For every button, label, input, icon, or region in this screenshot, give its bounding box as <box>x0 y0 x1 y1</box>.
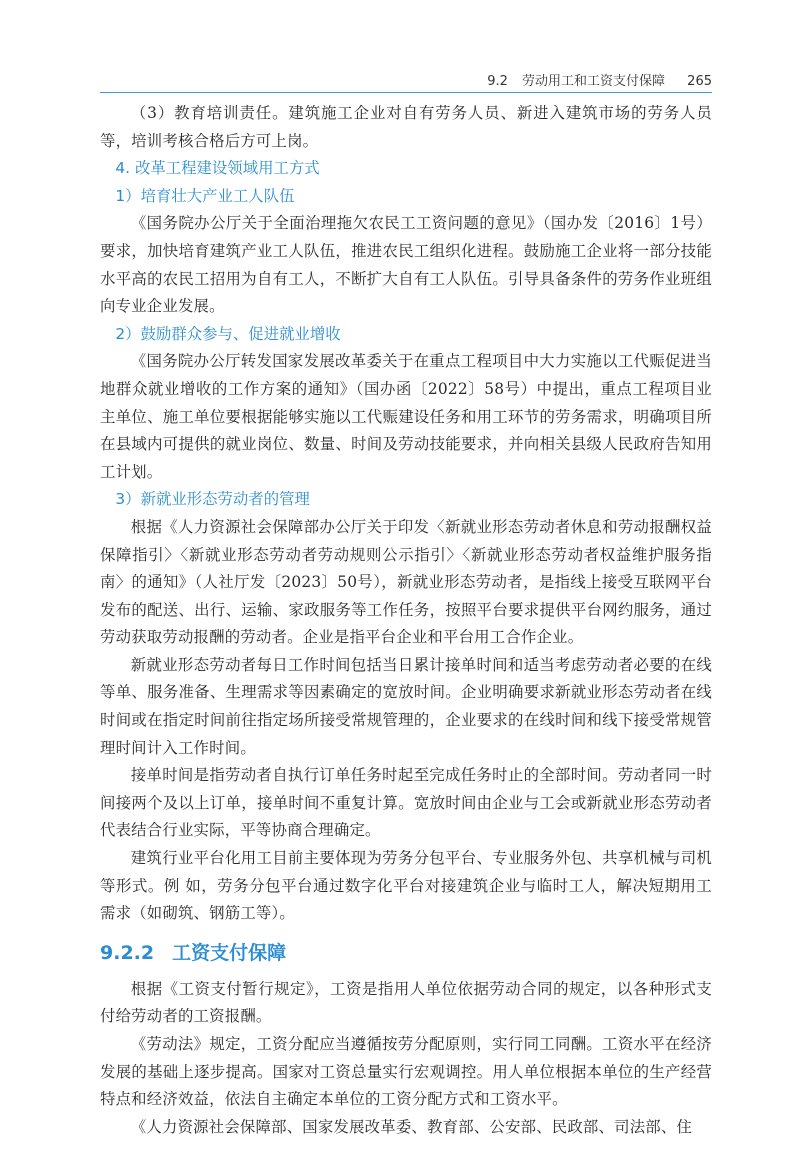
header-section-title: 劳动用工和工资支付保障 <box>522 74 666 89</box>
paragraph: （3）教育培训责任。建筑施工企业对自有劳务人员、新进入建筑市场的劳务人员等，培训考核合格后方可上岗。 <box>100 104 712 150</box>
section-heading-number: 9.2.2 <box>100 941 155 964</box>
heading-sub-3: 3）新就业形态劳动者的管理 <box>115 490 310 509</box>
paragraph: 《国务院办公厅关于全面治理拖欠农民工工资问题的意见》（国办发〔2016〕1号）要求，加快培育建筑产业工人队伍，推进农民工组织化进程。鼓励施工企业将一部分技能水平高的农民工招用为自有工人，不断扩大自有工人队伍。引导具备条件的劳务作业班组向专业企业发展。 <box>100 214 712 316</box>
section-heading <box>100 938 712 968</box>
paragraph: 《国务院办公厅转发国家发展改革委关于在重点工程项目中大力实施以工代赈促进当地群众就业增收的工作方案的通知》（国办函〔2022〕58号）中提出，重点工程项目业主单位、施工单位要根据能够实施以工代赈建设任务和用工环节的劳务需求，明确项目所在县域内可提供的就业岗位、数量、时间及劳动技能要求，并向相关县级人民政府告知用工计划。 <box>100 352 712 481</box>
page-body <box>100 100 712 1141</box>
heading-level-4: 4. 改革工程建设领域用工方式 <box>115 159 320 178</box>
header-section-number: 9.2 <box>487 74 508 89</box>
paragraph: 根据《人力资源社会保障部办公厅关于印发〈新就业形态劳动者休息和劳动报酬权益保障指引〉〈新就业形态劳动者劳动规则公示指引〉〈新就业形态劳动者权益维护服务指南〉的通知》（人社厅发〔2023〕50号），新就业形态劳动者，是指线上接受互联网平台发布的配送、出行、运输、家政服务等工作任务，按照平台要求提供平台网约服务，通过劳动获取劳动报酬的劳动者。企业是指平台企业和平台用工合作企业。 <box>100 517 712 647</box>
paragraph: 根据《工资支付暂行规定》，工资是指用人单位依据劳动合同的规定，以各种形式支付给劳动者的工资报酬。 <box>100 979 712 1026</box>
paragraph: 《劳动法》规定，工资分配应当遵循按劳分配原则，实行同工同酬。工资水平在经济发展的基础上逐步提高。国家对工资总量实行宏观调控。用人单位根据本单位的生产经营特点和经济效益，依法自主确定本单位的工资分配方式和工资水平。 <box>100 1035 712 1109</box>
paragraph: 新就业形态劳动者每日工作时间包括当日累计接单时间和适当考虑劳动者必要的在线等单、服务准备、生理需求等因素确定的宽放时间。企业明确要求新就业形态劳动者在线时间或在指定时间前往指定场所接受常规管理的，企业要求的在线时间和线下接受常规管理时间计入工作时间。 <box>100 655 712 757</box>
heading-sub-1: 1）培育壮大产业工人队伍 <box>115 186 295 205</box>
section-heading-title: 工资支付保障 <box>172 941 287 964</box>
paragraph: 建筑行业平台化用工目前主要体现为劳务分包平台、专业服务外包、共享机械与司机等形式。例 如，劳务分包平台通过数字化平台对接建筑企业与临时工人，解决短期用工需求（如砌筑、钢筋工等）。 <box>100 849 712 923</box>
paragraph: 接单时间是指劳动者自执行订单任务时起至完成任务时止的全部时间。劳动者同一时间接两个及以上订单，接单时间不重复计算。宽放时间由企业与工会或新就业形态劳动者代表结合行业实际，平等协商合理确定。 <box>100 766 712 840</box>
heading-sub-2: 2）鼓励群众参与、促进就业增收 <box>115 324 341 343</box>
page-number: 265 <box>687 74 712 89</box>
header-rule <box>100 92 712 93</box>
paragraph: 《人力资源社会保障部、国家发展改革委、教育部、公安部、民政部、司法部、住 <box>130 1117 693 1136</box>
running-header <box>100 70 712 92</box>
